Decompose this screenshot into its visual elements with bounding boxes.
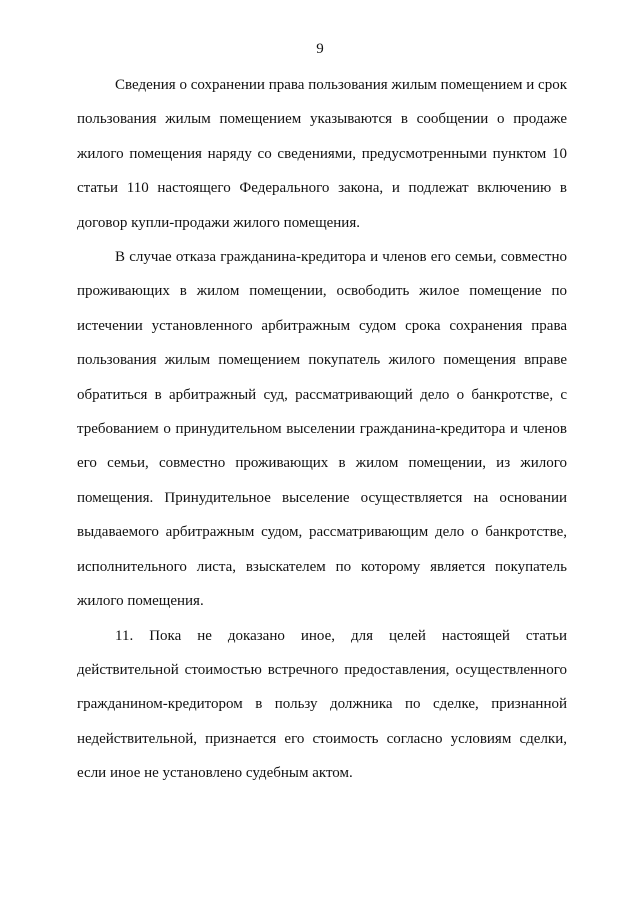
paragraph-housing-retention-info: Сведения о сохранении права пользования жилым помещением и срок пользования жилым помещением указываются в сообщении о продаже жилого помещения наряду со сведениями, предусмотренными пунктом 10 статьи 110 настоящего Федерального закона, и подлежат включению в договор купли-продажи жилого помещения. (77, 77, 567, 231)
document-body (77, 68, 567, 791)
paragraph-forced-eviction: В случае отказа гражданина-кредитора и членов его семьи, совместно проживающих в жилом помещении, освободить жилое помещение по истечении установленного арбитражным судом срока сохранения права пользования жилым помещением покупатель жилого помещения вправе обратиться в арбитражный суд, рассматривающий дело о банкротстве, с требованием о принудительном выселении гражданина-кредитора и членов его семьи, совместно проживающих в жилом помещении, из жилого помещения. Принудительное выселение осуществляется на основании выдаваемого арбитражным судом, рассматривающим дело о банкротстве, исполнительного листа, взыскателем по которому является покупатель жилого помещения. (77, 249, 567, 610)
paragraph-item-11-actual-value: 11. Пока не доказано иное, для целей настоящей статьи действительной стоимостью встречного предоставления, осуществленного гражданином-кредитором в пользу должника по сделке, признанной недействительной, признается его стоимость согласно условиям сделки, если иное не установлено судебным актом. (77, 627, 567, 782)
page-number: 9 (316, 41, 324, 57)
